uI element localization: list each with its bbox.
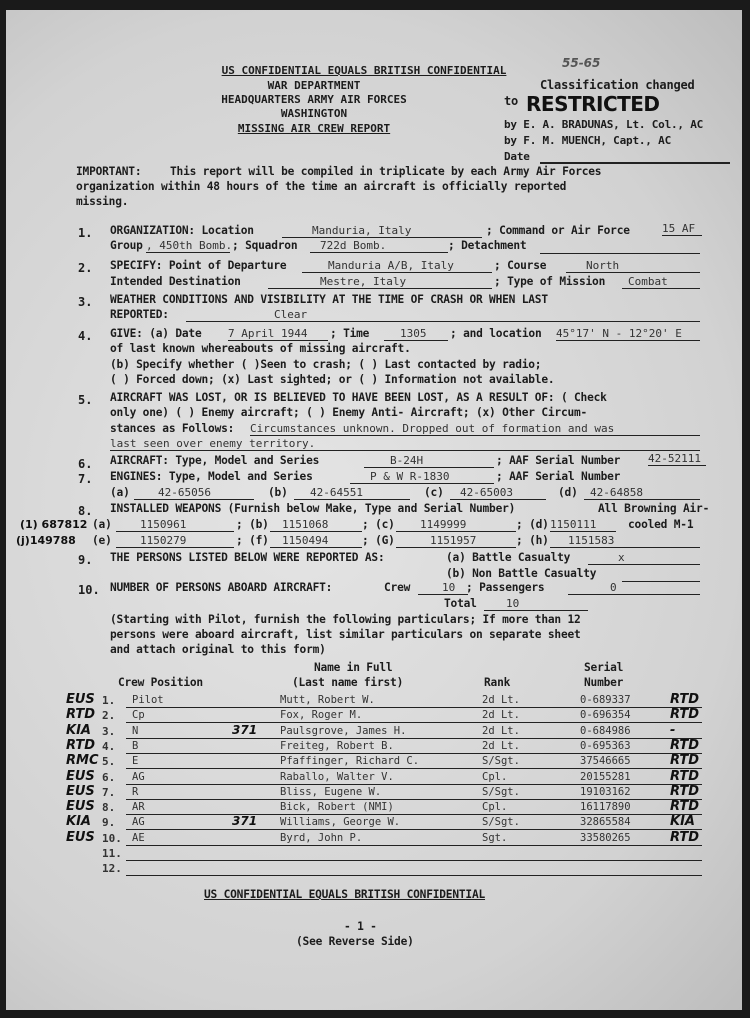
item-2-mission-label: ; Type of Mission	[494, 275, 606, 288]
crew-row-number: 12.	[102, 862, 122, 875]
confidential-top: US CONFIDENTIAL EQUALS BRITISH CONFIDENTIAL	[221, 64, 507, 77]
crew-row-number: 9.	[102, 816, 116, 829]
item-8-a-label: (a)	[92, 518, 112, 531]
crew-row-line	[126, 738, 702, 739]
crew-name: Williams, George W.	[280, 816, 401, 828]
item-5-number: 5.	[78, 393, 93, 407]
item-7-d: 42-64858	[584, 486, 700, 500]
crew-position: Cp	[132, 709, 145, 721]
crew-name: Mutt, Robert W.	[280, 694, 375, 706]
crew-rank: Cpl.	[482, 801, 508, 813]
header-serial-1: Serial	[584, 661, 624, 674]
crew-note: EUS	[66, 830, 95, 845]
item-7-number: 7.	[78, 472, 93, 486]
item-1-detachment-line	[540, 253, 700, 254]
item-8-number: 8.	[78, 504, 93, 518]
item-4-number: 4.	[78, 329, 93, 343]
header-line-2: HEADQUARTERS ARMY AIR FORCES	[221, 93, 407, 106]
item-6-label: AIRCRAFT: Type, Model and Series	[110, 454, 320, 467]
item-8-c: 1149999	[396, 518, 516, 532]
item-7-type: P & W R-1830	[350, 470, 494, 484]
crew-status: KIA	[670, 814, 695, 829]
classification-date-line	[540, 162, 730, 164]
crew-rank: S/Sgt.	[482, 816, 520, 828]
important-text-3: missing.	[76, 195, 129, 208]
item-2-course-label: ; Course	[494, 259, 547, 272]
crew-serial: 32865584	[580, 816, 631, 828]
item-8-e-label: (e)	[92, 534, 112, 547]
crew-status: RTD	[670, 753, 700, 768]
item-10-crew-label: Crew	[384, 581, 411, 594]
crew-row-line	[126, 768, 702, 769]
item-10-crew: 10	[418, 581, 468, 595]
crew-note: EUS	[66, 769, 95, 784]
crew-position: Pilot	[132, 694, 164, 706]
item-4-location: 45°17' N - 12°20' E	[556, 327, 700, 341]
item-8-b: 1151068	[270, 518, 362, 532]
item-3-label-1: WEATHER CONDITIONS AND VISIBILITY AT THE TIME OF CRASH OR WHEN LAST	[110, 293, 548, 306]
crew-note: EUS	[66, 784, 95, 799]
crew-row-number: 4.	[102, 740, 116, 753]
crew-row-line	[126, 829, 702, 830]
crew-row-line	[126, 845, 702, 846]
item-5-circumstances-1: Circumstances unknown. Dropped out of formation and was	[250, 422, 700, 436]
crew-rank: Cpl.	[482, 771, 508, 783]
crew-status: RTD	[670, 799, 700, 814]
classification-line-5: Date	[504, 150, 530, 163]
item-9-battle-label: (a) Battle Casualty	[446, 551, 571, 564]
crew-position: AE	[132, 832, 145, 844]
crew-position: AG	[132, 771, 145, 783]
crew-status: RTD	[670, 707, 700, 722]
item-8-prefix-2: (j)149788	[16, 534, 76, 547]
important-text-1: This report will be compiled in triplicate by each Army Air Forces	[170, 165, 602, 178]
item-2-mission: Combat	[622, 275, 700, 289]
item-8-tail: cooled M-1	[628, 518, 694, 531]
crew-row-line	[126, 722, 702, 723]
item-5-text-2: only one) ( ) Enemy aircraft; ( ) Enemy Anti- Aircraft; (x) Other Circum-	[110, 406, 588, 419]
item-8-b-label: ; (b)	[236, 518, 269, 531]
item-8-label: INSTALLED WEAPONS (Furnish below Make, Type and Serial Number)	[110, 502, 516, 515]
crew-row-line	[126, 707, 702, 708]
instructions-3: and attach original to this form)	[110, 643, 326, 656]
crew-position: B	[132, 740, 139, 752]
item-2-label: SPECIFY: Point of Departure	[110, 259, 287, 272]
header-serial-2: Number	[584, 676, 624, 689]
crew-name: Freiteg, Robert B.	[280, 740, 394, 752]
item-4-text-3: ( ) Forced down; (x) Last sighted; or ( ) Information not available.	[110, 373, 555, 386]
crew-serial: 33580265	[580, 832, 631, 844]
crew-row-line	[126, 799, 702, 800]
header-rank: Rank	[484, 676, 511, 689]
item-5-text-1: AIRCRAFT WAS LOST, OR IS BELIEVED TO HAVE BEEN LOST, AS A RESULT OF: ( Check	[110, 391, 607, 404]
item-6-number: 6.	[78, 457, 93, 471]
crew-note: KIA	[66, 723, 91, 738]
item-10-label: NUMBER OF PERSONS ABOARD AIRCRAFT:	[110, 581, 333, 594]
crew-name: Byrd, John P.	[280, 832, 363, 844]
crew-note: RTD	[66, 707, 96, 722]
item-7-a: 42-65056	[134, 486, 254, 500]
crew-status: RTD	[670, 738, 700, 753]
crew-row-line	[126, 814, 702, 815]
crew-row-number: 11.	[102, 847, 122, 860]
item-4-date-label: GIVE: (a) Date	[110, 327, 202, 340]
item-1-group-label: Group	[110, 239, 143, 252]
item-8-c-label: ; (c)	[362, 518, 395, 531]
item-7-a-label: (a)	[110, 486, 130, 499]
item-3-label-2: REPORTED:	[110, 308, 169, 321]
crew-status: -	[670, 723, 676, 738]
crew-serial: 0-695363	[580, 740, 631, 752]
crew-rank: S/Sgt.	[482, 786, 520, 798]
item-8-h: 1151583	[550, 534, 700, 548]
crew-note: EUS	[66, 799, 95, 814]
classification-to: to	[504, 94, 519, 108]
crew-position: E	[132, 755, 139, 767]
see-reverse: (See Reverse Side)	[296, 935, 414, 948]
classification-line-3: by E. A. BRADUNAS, Lt. Col., AC	[504, 118, 704, 131]
crew-serial: 19103162	[580, 786, 631, 798]
item-8-browning: All Browning Air-	[598, 502, 710, 515]
header-line-3: WASHINGTON	[280, 107, 348, 120]
page-number: - 1 -	[344, 920, 377, 933]
header-line-1: WAR DEPARTMENT	[267, 79, 361, 92]
crew-serial: 0-684986	[580, 725, 631, 737]
crew-row-number: 7.	[102, 786, 116, 799]
item-4-date: 7 April 1944	[228, 327, 328, 341]
crew-rank: 2d Lt.	[482, 740, 520, 752]
item-4-text-1: of last known whereabouts of missing aircraft.	[110, 342, 411, 355]
crew-serial: 37546665	[580, 755, 631, 767]
crew-row-line	[126, 860, 702, 861]
crew-row-number: 8.	[102, 801, 116, 814]
crew-name: Bick, Robert (NMI)	[280, 801, 394, 813]
item-9-battle: x	[588, 551, 700, 565]
crew-position: R	[132, 786, 139, 798]
item-10-number: 10.	[78, 583, 100, 597]
item-7-c-label: (c)	[424, 486, 444, 499]
crew-row-line	[126, 875, 702, 876]
item-6-type: B-24H	[364, 454, 494, 468]
crew-serial: 16117890	[580, 801, 631, 813]
item-6-serial: 42-52111	[648, 452, 706, 466]
classification-line-4: by F. M. MUENCH, Capt., AC	[504, 134, 671, 147]
crew-name: Bliss, Eugene W.	[280, 786, 382, 798]
item-1-location: Manduria, Italy	[282, 224, 482, 238]
item-9-label: THE PERSONS LISTED BELOW WERE REPORTED AS:	[110, 551, 385, 564]
item-7-c: 42-65003	[450, 486, 546, 500]
item-8-a: 1150961	[116, 518, 234, 532]
crew-serial: 0-689337	[580, 694, 631, 706]
crew-rank: 2d Lt.	[482, 709, 520, 721]
crew-row-line	[126, 753, 702, 754]
item-3-number: 3.	[78, 295, 93, 309]
corner-note: 55-65	[562, 56, 601, 70]
crew-rank: S/Sgt.	[482, 755, 520, 767]
item-4-text-2: (b) Specify whether ( )Seen to crash; ( ) Last contacted by radio;	[110, 358, 542, 371]
restricted-stamp: RESTRICTED	[526, 92, 660, 116]
crew-position: AR	[132, 801, 145, 813]
item-2-course: North	[566, 259, 700, 273]
crew-row-number: 5.	[102, 755, 116, 768]
item-2-departure: Manduria A/B, Italy	[302, 259, 492, 273]
crew-row-number: 3.	[102, 725, 116, 738]
item-7-b: 42-64551	[294, 486, 410, 500]
crew-name: Paulsgrove, James H.	[280, 725, 407, 737]
item-8-g: 1151957	[396, 534, 516, 548]
crew-note: KIA	[66, 814, 91, 829]
item-7-b-label: (b)	[268, 486, 288, 499]
item-2-destination-label: Intended Destination	[110, 275, 241, 288]
header-name-2: (Last name first)	[292, 676, 404, 689]
crew-mark: 371	[232, 723, 258, 737]
document-page	[6, 10, 742, 1010]
instructions-2: persons were aboard aircraft, list similar particulars on separate sheet	[110, 628, 581, 641]
item-8-d-label: ; (d)	[516, 518, 549, 531]
crew-serial: 20155281	[580, 771, 631, 783]
crew-status: RTD	[670, 784, 700, 799]
item-8-f-label: ; (f)	[236, 534, 269, 547]
instructions-1: (Starting with Pilot, furnish the following particulars; If more than 12	[110, 613, 581, 626]
item-4-time: 1305	[384, 327, 448, 341]
crew-row-number: 10.	[102, 832, 122, 845]
item-8-h-label: ; (h)	[516, 534, 549, 547]
item-6-serial-label: ; AAF Serial Number	[496, 454, 621, 467]
item-9-nonbattle-label: (b) Non Battle Casualty	[446, 567, 597, 580]
crew-position: AG	[132, 816, 145, 828]
header-name-1: Name in Full	[314, 661, 393, 674]
item-4-location-label: ; and location	[450, 327, 542, 340]
crew-mark: 371	[232, 814, 258, 828]
crew-rank: Sgt.	[482, 832, 508, 844]
crew-note: RMC	[66, 753, 99, 768]
item-1-number: 1.	[78, 226, 93, 240]
item-1-command-label: ; Command or Air Force	[486, 224, 630, 237]
crew-status: RTD	[670, 769, 700, 784]
crew-name: Fox, Roger M.	[280, 709, 363, 721]
item-10-passengers-label: ; Passengers	[466, 581, 545, 594]
crew-note: EUS	[66, 692, 95, 707]
item-5-circumstances-2: last seen over enemy territory.	[110, 437, 700, 451]
item-3-weather: Clear	[186, 308, 700, 322]
crew-position: N	[132, 725, 139, 737]
important-label: IMPORTANT:	[76, 165, 142, 178]
item-1-label: ORGANIZATION: Location	[110, 224, 254, 237]
item-10-total: 10	[484, 597, 588, 611]
item-1-squadron-label: ; Squadron	[232, 239, 298, 252]
crew-name: Raballo, Walter V.	[280, 771, 394, 783]
item-9-number: 9.	[78, 553, 93, 567]
crew-rank: 2d Lt.	[482, 694, 520, 706]
crew-row-line	[126, 784, 702, 785]
item-8-d: 1150111	[550, 518, 616, 532]
item-1-command: 15 AF	[662, 222, 702, 236]
item-5-text-3: stances as Follows:	[110, 422, 235, 435]
item-10-total-label: Total	[444, 597, 477, 610]
header-crew-position: Crew Position	[118, 676, 203, 689]
confidential-bottom: US CONFIDENTIAL EQUALS BRITISH CONFIDENTIAL	[204, 888, 486, 901]
crew-row-number: 2.	[102, 709, 116, 722]
crew-name: Pfaffinger, Richard C.	[280, 755, 420, 767]
item-8-prefix-1: (1) 687812	[20, 518, 88, 531]
crew-status: RTD	[670, 830, 700, 845]
item-1-group: , 450th Bomb.	[146, 239, 233, 252]
item-8-g-label: ; (G)	[362, 534, 395, 547]
crew-status: RTD	[670, 692, 700, 707]
crew-rank: 2d Lt.	[482, 725, 520, 737]
classification-line-1: Classification changed	[540, 78, 695, 92]
item-10-passengers: 0	[568, 581, 700, 595]
item-1-squadron: 722d Bomb.	[310, 239, 448, 253]
item-4-time-label: ; Time	[330, 327, 370, 340]
crew-serial: 0-696354	[580, 709, 631, 721]
item-8-e: 1150279	[116, 534, 234, 548]
item-7-label: ENGINES: Type, Model and Series	[110, 470, 313, 483]
header-line-4: MISSING AIR CREW REPORT	[237, 122, 391, 135]
item-7-serial-label: ; AAF Serial Number	[496, 470, 621, 483]
crew-row-number: 1.	[102, 694, 116, 707]
crew-row-number: 6.	[102, 771, 116, 784]
crew-note: RTD	[66, 738, 96, 753]
item-2-destination: Mestre, Italy	[268, 275, 492, 289]
important-text-2: organization within 48 hours of the time an aircraft is officially reported	[76, 180, 567, 193]
item-8-f: 1150494	[270, 534, 362, 548]
item-1-detachment-label: ; Detachment	[448, 239, 527, 252]
item-7-d-label: (d)	[558, 486, 578, 499]
item-2-number: 2.	[78, 261, 93, 275]
